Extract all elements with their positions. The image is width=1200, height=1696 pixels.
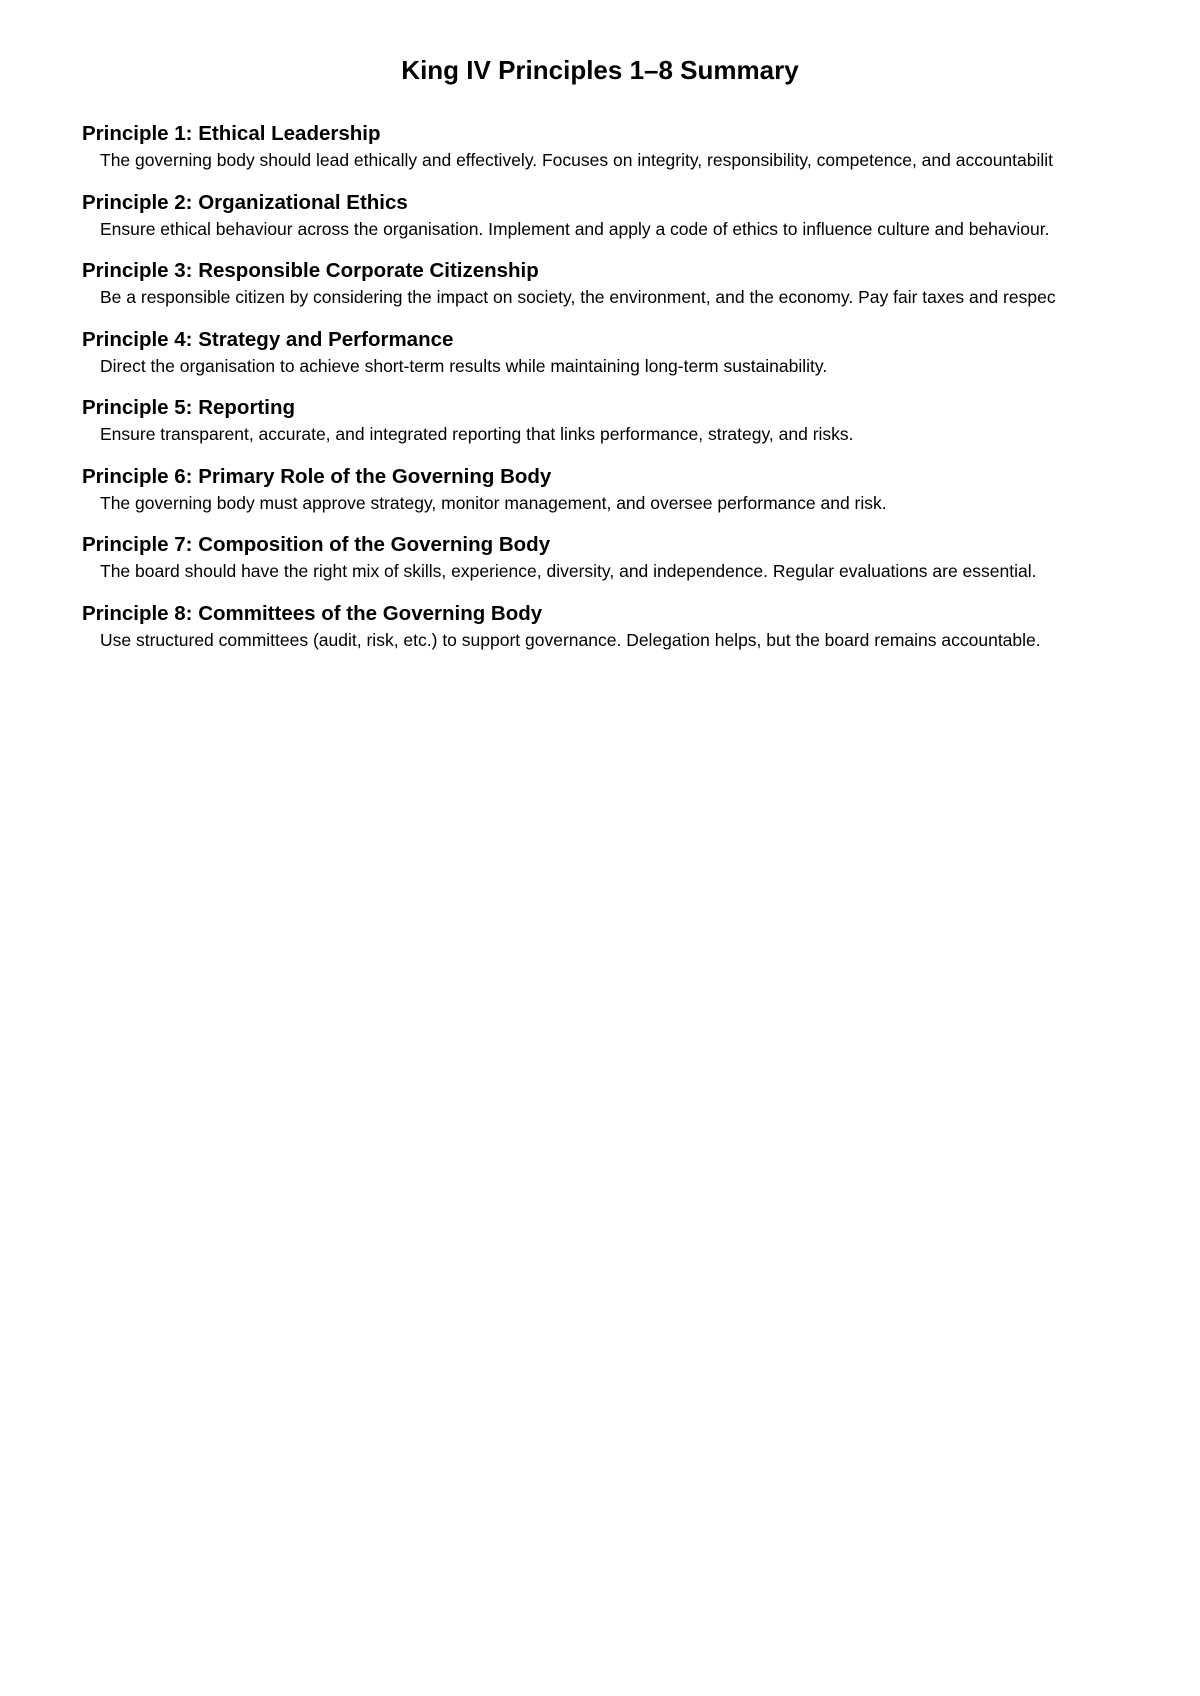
principle-heading: Principle 2: Organizational Ethics <box>82 190 408 214</box>
document-title: King IV Principles 1–8 Summary <box>401 55 799 85</box>
principle-item-2 <box>82 189 1200 258</box>
principle-heading: Principle 6: Primary Role of the Governing Body <box>82 464 552 488</box>
principle-item-7 <box>82 531 1200 600</box>
principle-description: Ensure ethical behaviour across the organisation. Implement and apply a code of ethics to influence culture and behaviour. <box>100 218 1050 239</box>
principle-heading: Principle 4: Strategy and Performance <box>82 327 454 351</box>
principle-description: Use structured committees (audit, risk, etc.) to support governance. Delegation helps, but the board remains accountable. <box>100 629 1041 650</box>
principle-description: The board should have the right mix of skills, experience, diversity, and independence. Regular evaluations are essential. <box>100 561 1037 581</box>
principle-heading: Principle 5: Reporting <box>82 396 295 419</box>
principle-description: Direct the organisation to achieve short-term results while maintaining long-term sustainability. <box>100 355 828 376</box>
principle-item-5 <box>82 394 1200 463</box>
principle-description: Be a responsible citizen by considering the impact on society, the environment, and the economy. Pay fair taxes and respec <box>100 287 1056 307</box>
principle-item-6 <box>82 463 1200 532</box>
principle-heading: Principle 7: Composition of the Governing Body <box>82 533 551 556</box>
principle-item-4 <box>82 326 1200 395</box>
principle-heading: Principle 1: Ethical Leadership <box>82 122 381 145</box>
principle-item-3 <box>82 257 1200 326</box>
principle-item-1 <box>82 120 1200 189</box>
principle-heading: Principle 8: Committees of the Governing Body <box>82 601 543 625</box>
principles-list <box>82 120 1200 668</box>
principle-description: The governing body should lead ethically and effectively. Focuses on integrity, responsibility, competence, and accountabilit <box>100 150 1054 170</box>
principle-item-8 <box>82 600 1200 669</box>
principle-description: The governing body must approve strategy, monitor management, and oversee performance and risk. <box>100 492 887 513</box>
principle-heading: Principle 3: Responsible Corporate Citizenship <box>82 259 539 282</box>
principle-description: Ensure transparent, accurate, and integrated reporting that links performance, strategy, and risks. <box>100 424 854 444</box>
